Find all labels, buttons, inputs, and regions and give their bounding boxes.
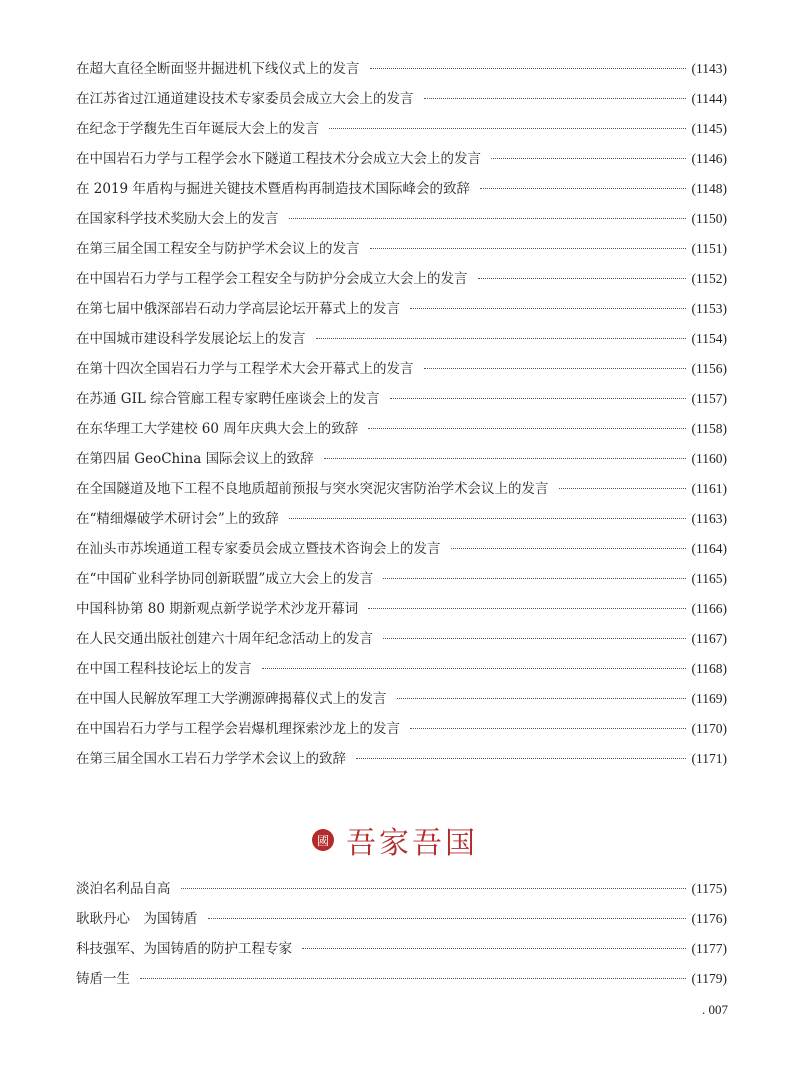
toc-entry-title: 在国家科学技术奖励大会上的发言 [76,211,279,227]
dot-leader [383,578,685,579]
dot-leader [491,158,686,159]
toc-entry[interactable] [76,384,727,414]
dot-leader [370,248,686,249]
toc-entry-page: (1175) [691,881,727,896]
toc-entry-page: (1176) [691,911,727,926]
toc-entry[interactable] [76,534,727,564]
toc-entry-title: 在中国工程科技论坛上的发言 [76,661,252,677]
toc-entry-page: (1163) [691,511,727,526]
toc-entry-page: (1164) [691,541,727,556]
section-title: 吾家吾国 [346,826,478,861]
toc-entry[interactable] [76,624,727,654]
toc-entry[interactable] [76,564,727,594]
toc-entry-title: 在苏通 GIL 综合管廊工程专家聘任座谈会上的发言 [76,391,380,407]
toc-entry[interactable] [76,264,727,294]
toc-entry-page: (1170) [691,721,727,736]
dot-leader [181,888,686,889]
toc-entry-page: (1157) [691,391,727,406]
toc-entry-page: (1168) [691,661,727,676]
dot-leader [424,368,686,369]
toc-entry-title: 在东华理工大学建校 60 周年庆典大会上的致辞 [76,421,359,437]
toc-entry-title: 在中国岩石力学与工程学会岩爆机理探索沙龙上的发言 [76,721,400,737]
dot-leader [302,948,686,949]
toc-entry[interactable] [76,324,727,354]
toc-entry-title: 在江苏省过江通道建设技术专家委员会成立大会上的发言 [76,91,414,107]
toc-entry-page: (1150) [691,211,727,226]
dot-leader [356,758,686,759]
toc-entry[interactable] [76,684,727,714]
toc-entry-page: (1151) [691,241,727,256]
toc-entry-page: (1166) [691,601,727,616]
toc-entry[interactable] [76,654,727,684]
toc-entry-title: 耿耿丹心 为国铸盾 [76,911,198,927]
toc-entry-page: (1148) [691,181,727,196]
page-number: . 007 [702,1002,728,1017]
toc-entry-page: (1154) [691,331,727,346]
toc-entry-title: 在纪念于学馥先生百年诞辰大会上的发言 [76,121,319,137]
dot-leader [289,518,686,519]
toc-entry-title: 在“精细爆破学术研讨会”上的致辞 [76,511,279,527]
toc-entry-page: (1169) [691,691,727,706]
dot-leader [208,918,686,919]
toc-entry[interactable] [76,934,727,964]
section-header [0,812,790,868]
toc-entry[interactable] [76,54,727,84]
toc-entry-page: (1161) [691,481,727,496]
toc-entry-title: 在 2019 年盾构与掘进关键技术暨盾构再制造技术国际峰会的致辞 [76,181,470,197]
toc-entry-page: (1143) [691,61,727,76]
dot-leader [451,548,686,549]
toc-entry[interactable] [76,234,727,264]
toc-entry[interactable] [76,594,727,624]
toc-entry-title: 在第七届中俄深部岩石动力学高层论坛开幕式上的发言 [76,301,400,317]
toc-entry-page: (1177) [691,941,727,956]
toc-entry[interactable] [76,904,727,934]
dot-leader [390,398,686,399]
red-seal-icon: 國 [312,829,334,851]
toc-entry-title: 在中国岩石力学与工程学会工程安全与防护分会成立大会上的发言 [76,271,468,287]
toc-entry-title: 中国科协第 80 期新观点新学说学术沙龙开幕词 [76,601,359,617]
dot-leader [289,218,686,219]
toc-list-main [76,54,727,774]
toc-entry[interactable] [76,504,727,534]
toc-entry[interactable] [76,354,727,384]
dot-leader [410,308,686,309]
dot-leader [370,68,686,69]
toc-entry[interactable] [76,414,727,444]
toc-entry-title: 在第四届 GeoChina 国际会议上的致辞 [76,451,314,467]
toc-entry-title: 铸盾一生 [76,971,130,987]
toc-entry-page: (1156) [691,361,727,376]
toc-entry-title: 在中国城市建设科学发展论坛上的发言 [76,331,306,347]
dot-leader [480,188,686,189]
toc-entry-title: 在汕头市苏埃通道工程专家委员会成立暨技术咨询会上的发言 [76,541,441,557]
toc-entry[interactable] [76,174,727,204]
dot-leader [424,98,686,99]
toc-entry-page: (1145) [691,121,727,136]
dot-leader [140,978,686,979]
dot-leader [397,698,686,699]
toc-entry[interactable] [76,874,727,904]
dot-leader [478,278,686,279]
toc-entry[interactable] [76,294,727,324]
toc-entry-page: (1146) [691,151,727,166]
dot-leader [383,638,686,639]
toc-entry-title: 在中国岩石力学与工程学会水下隧道工程技术分会成立大会上的发言 [76,151,481,167]
toc-entry[interactable] [76,114,727,144]
toc-entry-title: 科技强军、为国铸盾的防护工程专家 [76,941,292,957]
toc-entry[interactable] [76,474,727,504]
toc-entry-page: (1153) [691,301,727,316]
toc-entry-page: (1158) [691,421,727,436]
toc-entry-title: 在超大直径全断面竖井掘进机下线仪式上的发言 [76,61,360,77]
toc-entry-title: 在第三届全国工程安全与防护学术会议上的发言 [76,241,360,257]
toc-entry-page: (1165) [691,571,727,586]
toc-entry-page: (1152) [691,271,727,286]
toc-entry[interactable] [76,84,727,114]
toc-entry[interactable] [76,964,727,994]
toc-entry-title: 在人民交通出版社创建六十周年纪念活动上的发言 [76,631,373,647]
toc-entry-page: (1144) [691,91,727,106]
dot-leader [368,428,685,429]
toc-entry-title: 在全国隧道及地下工程不良地质超前预报与突水突泥灾害防治学术会议上的发言 [76,481,549,497]
toc-list-section [76,874,727,994]
toc-entry[interactable] [76,144,727,174]
toc-entry-title: 在“中国矿业科学协同创新联盟”成立大会上的发言 [76,571,374,587]
dot-leader [324,458,686,459]
dot-leader [262,668,686,669]
toc-entry-title: 在第十四次全国岩石力学与工程学术大会开幕式上的发言 [76,361,414,377]
dot-leader [368,608,685,609]
toc-entry-page: (1179) [691,971,727,986]
toc-entry-title: 淡泊名利品自高 [76,881,171,897]
dot-leader [559,488,686,489]
toc-entry[interactable] [76,444,727,474]
toc-entry-title: 在第三届全国水工岩石力学学术会议上的致辞 [76,751,346,767]
toc-entry-page: (1171) [691,751,727,766]
toc-entry-title: 在中国人民解放军理工大学溯源碑揭幕仪式上的发言 [76,691,387,707]
dot-leader [410,728,686,729]
toc-entry[interactable] [76,744,727,774]
dot-leader [316,338,686,339]
toc-entry[interactable] [76,714,727,744]
toc-entry-page: (1167) [691,631,727,646]
dot-leader [329,128,686,129]
toc-entry-page: (1160) [691,451,727,466]
toc-entry[interactable] [76,204,727,234]
